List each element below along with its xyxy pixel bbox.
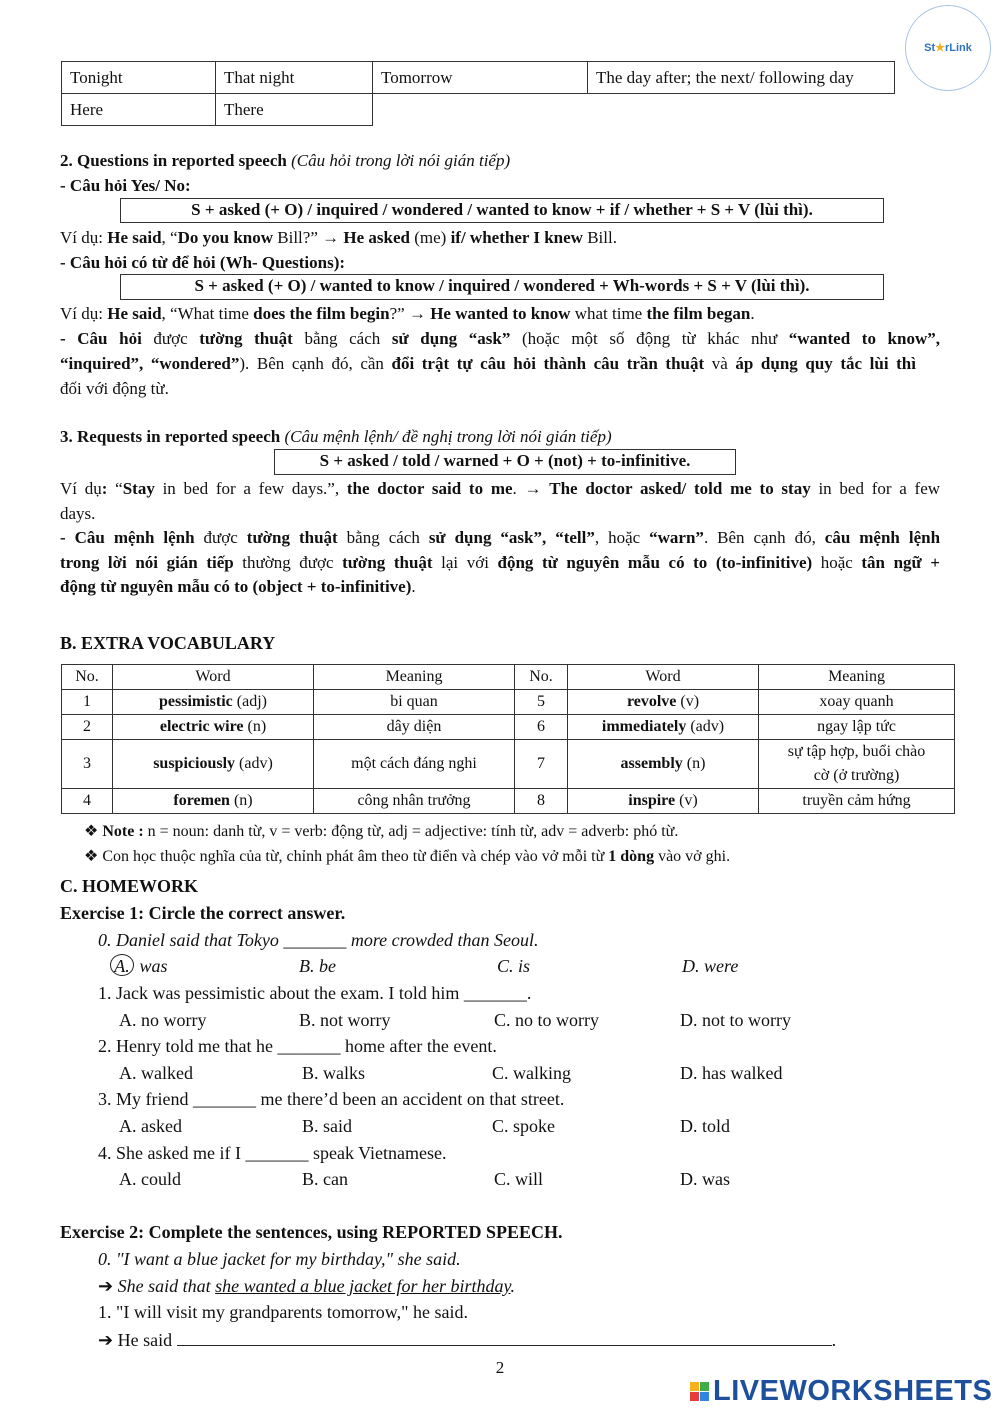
- star-icon: ★: [935, 41, 945, 54]
- header-no: No.: [515, 665, 568, 690]
- exercise-2-answer-line: ➔ He said .: [98, 1327, 836, 1353]
- table-cell: That night: [216, 62, 373, 94]
- liveworksheets-mark-icon: [690, 1382, 709, 1401]
- vocabulary-heading: B. EXTRA VOCABULARY: [60, 633, 276, 653]
- option-d[interactable]: D. has walked: [680, 1063, 783, 1083]
- requests-note-line-2: trong lời nói gián tiếp thường được tường thuật lại với động từ nguyên mẫu có to (to-infinitive) hoặc tân ngữ +: [60, 553, 940, 572]
- option-a[interactable]: A. no worry: [119, 1010, 207, 1030]
- cell-meaning: sự tập hợp, buổi chào cờ (ở trường): [759, 740, 955, 789]
- cell-meaning: ngay lập tức: [759, 715, 955, 740]
- option-c[interactable]: C. is: [497, 956, 531, 976]
- question-4: 4. She asked me if I _______ speak Vietnamese.: [98, 1143, 447, 1163]
- cell-no: 8: [515, 789, 568, 814]
- option-b[interactable]: B. walks: [302, 1063, 365, 1083]
- vocab-note-2: ❖ Con học thuộc nghĩa của từ, chỉnh phát âm theo từ điển và chép vào vở mỗi từ 1 dòng vào vở ghi.: [84, 848, 731, 865]
- exercise-2-title: Exercise 2: Complete the sentences, using REPORTED SPEECH.: [60, 1222, 563, 1242]
- table-row: [62, 690, 955, 715]
- answer-blank-input[interactable]: [177, 1327, 832, 1346]
- time-expressions-table: [61, 61, 895, 126]
- table-cell: Tonight: [62, 62, 216, 94]
- example-request-line-2: days.: [60, 504, 96, 523]
- header-no: No.: [62, 665, 113, 690]
- header-meaning: Meaning: [759, 665, 955, 690]
- question-2: 2. Henry told me that he _______ home after the event.: [98, 1036, 497, 1056]
- option-a-circled: A. was: [114, 954, 168, 979]
- yes-no-formula-box: S + asked (+ O) / inquired / wondered / wanted to know + if / whether + S + V (lùi thì).: [120, 198, 884, 223]
- arrow-icon: ➔: [98, 1276, 114, 1296]
- exercise-1-title: Exercise 1: Circle the correct answer.: [60, 903, 346, 923]
- homework-heading: C. HOMEWORK: [60, 876, 198, 896]
- questions-note-line-1: - Câu hỏi được tường thuật bằng cách sử dụng “ask” (hoặc một số động từ khác như “wanted to know”,: [60, 329, 940, 348]
- example-question: 0. Daniel said that Tokyo _______ more crowded than Seoul.: [98, 930, 539, 950]
- cell-meaning: công nhân trưởng: [314, 789, 515, 814]
- example-yes-no: Ví dụ: He said, “Do you know Bill?” → He asked (me) if/ whether I knew Bill.: [60, 228, 617, 247]
- liveworksheets-logo: [690, 1376, 992, 1406]
- yes-no-label: - Câu hỏi Yes/ No:: [60, 176, 191, 195]
- option-c[interactable]: C. will: [494, 1169, 544, 1189]
- option-c[interactable]: C. no to worry: [494, 1010, 599, 1030]
- table-row: [62, 62, 895, 94]
- table-row: [62, 715, 955, 740]
- example-wh: Ví dụ: He said, “What time does the film begin?” → He wanted to know what time the film began.: [60, 304, 755, 323]
- option-b[interactable]: B. can: [302, 1169, 348, 1189]
- cell-word: assembly (n): [568, 740, 759, 789]
- bullet-icon: ❖: [84, 823, 99, 840]
- question-1: 1. Jack was pessimistic about the exam. I told him _______.: [98, 983, 532, 1003]
- wh-questions-label: - Câu hỏi có từ để hỏi (Wh- Questions):: [60, 253, 346, 272]
- cell-word: electric wire (n): [113, 715, 314, 740]
- cell-word: suspiciously (adv): [113, 740, 314, 789]
- cell-no: 6: [515, 715, 568, 740]
- option-d[interactable]: D. not to worry: [680, 1010, 791, 1030]
- table-cell: Here: [62, 94, 216, 126]
- question-3: 3. My friend _______ me there’d been an accident on that street.: [98, 1089, 565, 1109]
- option-b[interactable]: B. be: [299, 956, 336, 976]
- table-header-row: [62, 665, 955, 690]
- header-word: Word: [113, 665, 314, 690]
- section-2-heading: 2. Questions in reported speech (Câu hỏi trong lời nói gián tiếp): [60, 151, 511, 170]
- cell-meaning: một cách đáng nghi: [314, 740, 515, 789]
- option-c[interactable]: C. spoke: [492, 1116, 555, 1136]
- table-row: [62, 94, 895, 126]
- exercise-2-example: 0. "I want a blue jacket for my birthday," she said.: [98, 1249, 461, 1269]
- table-cell: There: [216, 94, 373, 126]
- cell-meaning: dây diện: [314, 715, 515, 740]
- arrow-icon: ➔: [98, 1330, 114, 1350]
- option-b[interactable]: B. not worry: [299, 1010, 391, 1030]
- option-a[interactable]: A. asked: [119, 1116, 182, 1136]
- exercise-2-example-answer: ➔ She said that she wanted a blue jacket for her birthday.: [98, 1276, 516, 1296]
- requests-note-line-1: - Câu mệnh lệnh được tường thuật bằng cách sử dụng “ask”, “tell”, hoặc “warn”. Bên cạnh đó, câu mệnh lệnh: [60, 528, 941, 547]
- cell-no: 1: [62, 690, 113, 715]
- cell-meaning: truyền cảm hứng: [759, 789, 955, 814]
- vocab-note-1: ❖ Note : n = noun: danh từ, v = verb: động từ, adj = adjective: tính từ, adv = adverb: phó từ.: [84, 823, 679, 840]
- option-d[interactable]: D. was: [680, 1169, 730, 1189]
- cell-no: 3: [62, 740, 113, 789]
- vocabulary-table: [61, 664, 955, 814]
- option-d[interactable]: D. were: [682, 956, 739, 976]
- cell-no: 7: [515, 740, 568, 789]
- logo-text-b: rLink: [944, 41, 972, 54]
- example-request-line-1: Ví dụ: “Stay in bed for a few days.”, the doctor said to me. → The doctor asked/ told me to stay in bed for a few: [60, 479, 941, 498]
- starlink-logo: [905, 5, 991, 91]
- question-4-options: [0, 1167, 1000, 1193]
- table-cell: Tomorrow: [373, 62, 588, 94]
- brand-name: LIVEWORKSHEETS: [713, 1375, 993, 1407]
- exercise-2-question-1: 1. "I will visit my grandparents tomorrow," he said.: [98, 1302, 468, 1322]
- questions-note-line-2: “inquired”, “wondered”). Bên cạnh đó, cần đổi trật tự câu hỏi thành câu trần thuật và áp dụng quy tắc lùi thì: [60, 354, 916, 373]
- requests-note-line-3: động từ nguyên mẫu có to (object + to-infinitive).: [60, 577, 416, 596]
- cell-meaning: xoay quanh: [759, 690, 955, 715]
- section-3-heading: 3. Requests in reported speech (Câu mệnh lệnh/ đề nghị trong lời nói gián tiếp): [60, 427, 612, 446]
- page-number: 2: [495, 1358, 505, 1377]
- question-1-options: [0, 1008, 1000, 1034]
- option-a[interactable]: A. could: [119, 1169, 181, 1189]
- cell-word: pessimistic (adj): [113, 690, 314, 715]
- requests-formula-box: S + asked / told / warned + O + (not) + to-infinitive.: [274, 449, 736, 475]
- cell-meaning: bi quan: [314, 690, 515, 715]
- table-cell: The day after; the next/ following day: [588, 62, 895, 94]
- bullet-icon: ❖: [84, 848, 99, 865]
- empty-cell: [588, 94, 895, 126]
- cell-no: 5: [515, 690, 568, 715]
- questions-note-line-3: đối với động từ.: [60, 379, 169, 398]
- option-d[interactable]: D. told: [680, 1116, 731, 1136]
- table-row: [62, 740, 955, 789]
- logo-text-a: St: [924, 41, 936, 54]
- cell-word: foremen (n): [113, 789, 314, 814]
- option-a[interactable]: A. walked: [119, 1063, 193, 1083]
- cell-word: revolve (v): [568, 690, 759, 715]
- cell-word: immediately (adv): [568, 715, 759, 740]
- cell-no: 4: [62, 789, 113, 814]
- cell-word: inspire (v): [568, 789, 759, 814]
- header-meaning: Meaning: [314, 665, 515, 690]
- question-3-options: [0, 1114, 1000, 1140]
- question-2-options: [0, 1061, 1000, 1087]
- option-c[interactable]: C. walking: [492, 1063, 571, 1083]
- circle-mark-icon: A.: [110, 954, 134, 976]
- example-options: [0, 954, 1000, 980]
- wh-formula-box: S + asked (+ O) / wanted to know / inquired / wondered + Wh-words + S + V (lùi thì).: [120, 274, 884, 300]
- empty-cell: [373, 94, 588, 126]
- header-word: Word: [568, 665, 759, 690]
- table-row: [62, 789, 955, 814]
- cell-no: 2: [62, 715, 113, 740]
- option-b[interactable]: B. said: [302, 1116, 353, 1136]
